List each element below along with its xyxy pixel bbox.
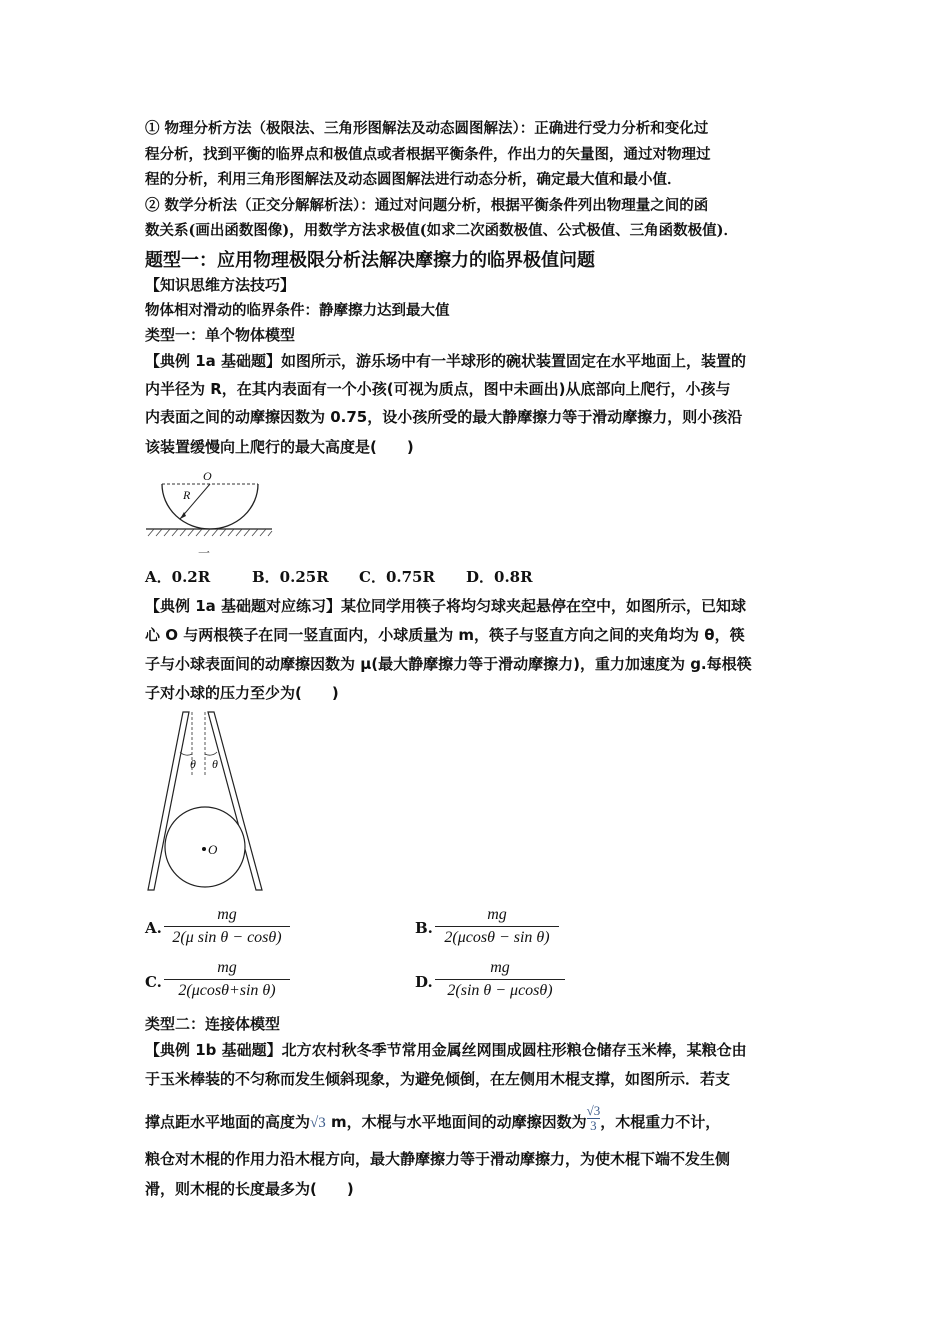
sqrt3-height: √3 [310, 1115, 326, 1131]
example1-line-3: 内表面之间的动摩擦因数为 0.75，设小孩所受的最大静摩擦力等于滑动摩擦力，则小孩沿 [145, 408, 743, 426]
method-heading: 【知识思维方法技巧】 [145, 276, 296, 294]
example2-line-3-part-a: 撑点距水平地面的高度为 [145, 1113, 311, 1131]
practice-option-b-fraction [435, 906, 559, 947]
practice-option-d-label: D. [415, 973, 433, 991]
option-d-denominator: 2(sin θ − μcosθ) [435, 979, 565, 1000]
example1-line-2: 内半径为 R，在其内表面有一个小孩(可视为质点，图中未画出)从底部向上爬行，小孩与 [145, 380, 731, 398]
option-b-denominator: 2(μcosθ − sin θ) [435, 926, 559, 947]
intro-line-3: 程的分析，利用三角形图解法及动态圆图解法进行动态分析，确定最大值和最小值． [145, 171, 682, 188]
bowl-label-r: R [183, 488, 191, 502]
fraction-denominator: 3 [590, 1118, 597, 1133]
example1-option-b: B．0.25R [252, 568, 329, 586]
option-b-numerator: mg [487, 906, 507, 923]
intro-line-5: 数关系(画出函数图像)，用数学方法求极值(如求二次函数极值、公式极值、三角函数极值)． [145, 222, 738, 239]
example1-option-c: C．0.75R [359, 568, 435, 586]
theta-label-right: θ [212, 757, 218, 771]
option-a-denominator: 2(μ sin θ − cosθ) [164, 926, 290, 947]
practice-option-d-fraction [435, 959, 565, 1000]
practice-option-c-label: C. [145, 973, 162, 991]
bowl-label-o: O [203, 469, 212, 483]
example2-line-1: 【典例 1b 基础题】北方农村秋冬季节常用金属丝网围成圆柱形粮仓储存玉米棒，某粮仓由 [145, 1041, 747, 1059]
example2-line-4: 粮仓对木棍的作用力沿木棍方向，最大静摩擦力等于滑动摩擦力，为使木棍下端不发生侧 [145, 1150, 731, 1168]
chopsticks-figure [140, 706, 270, 896]
example2-line-3-part-b: m，木棍与水平地面间的动摩擦因数为 [325, 1113, 587, 1131]
example2-line-3 [145, 1103, 721, 1137]
method-text: 物体相对滑动的临界条件：静摩擦力达到最大值 [145, 302, 450, 319]
option-d-numerator: mg [490, 959, 510, 976]
option-a-numerator: mg [217, 906, 237, 923]
example1-line-1: 【典例 1a 基础题】如图所示，游乐场中有一半球形的碗状装置固定在水平地面上，装置的 [145, 352, 747, 370]
theta-label-left: θ [190, 757, 196, 771]
practice-option-c-fraction [164, 959, 290, 1000]
fraction-numerator: √3 [586, 1103, 601, 1118]
example1-line-4: 该装置缓慢向上爬行的最大高度是( ) [145, 438, 414, 456]
practice-line-2: 心 O 与两根筷子在同一竖直面内，小球质量为 m，筷子与竖直方向之间的夹角均为 θ，筷 [145, 626, 745, 644]
intro-line-2: 程分析，找到平衡的临界点和极值点或者根据平衡条件，作出力的矢量图，通过对物理过 [145, 146, 711, 163]
option-c-numerator: mg [217, 959, 237, 976]
friction-coefficient-fraction [587, 1104, 601, 1133]
bowl-caption: 一 [198, 546, 211, 560]
ball-center-label: O [208, 842, 218, 857]
practice-line-4: 子对小球的压力至少为( ) [145, 684, 339, 702]
example2-line-2: 于玉米棒装的不匀称而发生倾斜现象，为避免倾倒，在左侧用木棍支撑，如图所示．若支 [145, 1070, 731, 1088]
practice-option-b-label: B. [415, 919, 433, 937]
example2-line-5: 滑，则木棍的长度最多为( ) [145, 1180, 354, 1198]
intro-line-4: ② 数学分析法（正交分解解析法）：通过对问题分析，根据平衡条件列出物理量之间的函 [145, 197, 709, 214]
option-c-denominator: 2(μcosθ+sin θ) [164, 979, 290, 1000]
type1-heading: 类型一：单个物体模型 [145, 326, 296, 344]
section-title: 题型一：应用物理极限分析法解决摩擦力的临界极值问题 [145, 250, 595, 271]
practice-option-a-label: A. [145, 919, 162, 937]
intro-line-1: ① 物理分析方法（极限法、三角形图解法及动态圆图解法）：正确进行受力分析和变化过 [145, 120, 709, 137]
example1-option-a: A．0.2R [145, 568, 211, 586]
practice-option-a-fraction [164, 906, 290, 947]
example2-line-3-part-c: ，木棍重力不计， [600, 1113, 721, 1131]
practice-line-3: 子与小球表面间的动摩擦因数为 μ(最大静摩擦力等于滑动摩擦力)，重力加速度为 g.每根筷 [145, 655, 752, 673]
type2-heading: 类型二：连接体模型 [145, 1015, 281, 1033]
practice-line-1: 【典例 1a 基础题对应练习】某位同学用筷子将均匀球夹起悬停在空中，如图所示，已知球 [145, 597, 747, 615]
example1-option-d: D．0.8R [466, 568, 533, 586]
